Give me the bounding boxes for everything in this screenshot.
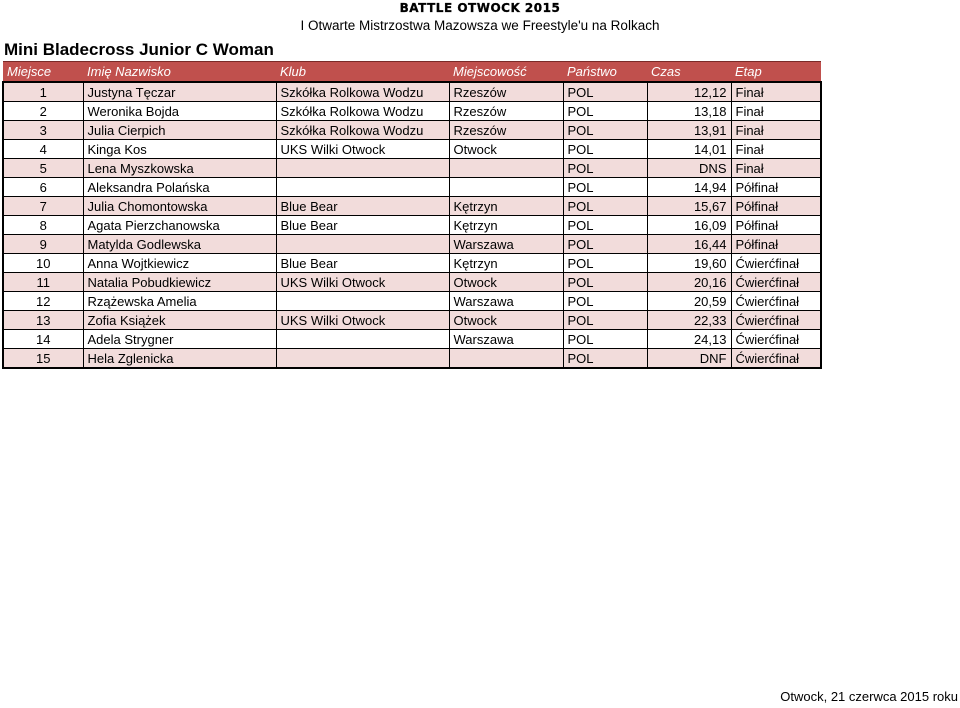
cell-place: 8	[3, 216, 83, 235]
cell-stage: Ćwierćfinał	[731, 349, 821, 369]
column-header-time: Czas	[647, 62, 731, 83]
cell-place: 12	[3, 292, 83, 311]
cell-country: POL	[563, 121, 647, 140]
cell-city	[449, 349, 563, 369]
cell-country: POL	[563, 82, 647, 102]
cell-place: 3	[3, 121, 83, 140]
cell-club: Szkółka Rolkowa Wodzu	[276, 82, 449, 102]
cell-club	[276, 235, 449, 254]
cell-stage: Ćwierćfinał	[731, 273, 821, 292]
cell-city: Otwock	[449, 140, 563, 159]
cell-country: POL	[563, 235, 647, 254]
cell-name: Justyna Tęczar	[83, 82, 276, 102]
cell-time: 20,16	[647, 273, 731, 292]
cell-club: Blue Bear	[276, 254, 449, 273]
category-title: Mini Bladecross Junior C Woman	[4, 40, 274, 59]
cell-name: Agata Pierzchanowska	[83, 216, 276, 235]
table-row	[3, 216, 821, 235]
table-row	[3, 292, 821, 311]
cell-city: Rzeszów	[449, 121, 563, 140]
event-title	[0, 1, 960, 15]
cell-place: 13	[3, 311, 83, 330]
cell-city	[449, 178, 563, 197]
table-row	[3, 311, 821, 330]
cell-stage: Ćwierćfinał	[731, 292, 821, 311]
cell-name: Hela Zglenicka	[83, 349, 276, 369]
cell-country: POL	[563, 311, 647, 330]
cell-time: 24,13	[647, 330, 731, 349]
cell-time: DNF	[647, 349, 731, 369]
table-row	[3, 235, 821, 254]
cell-country: POL	[563, 349, 647, 369]
results-table-body	[3, 82, 821, 368]
column-header-place: Miejsce	[3, 62, 83, 83]
cell-club: Szkółka Rolkowa Wodzu	[276, 102, 449, 121]
cell-club	[276, 330, 449, 349]
cell-time: 13,18	[647, 102, 731, 121]
cell-stage: Półfinał	[731, 197, 821, 216]
cell-stage: Półfinał	[731, 235, 821, 254]
column-header-city: Miejscowość	[449, 62, 563, 83]
cell-stage: Półfinał	[731, 216, 821, 235]
cell-time: 12,12	[647, 82, 731, 102]
cell-stage: Finał	[731, 140, 821, 159]
cell-stage: Finał	[731, 159, 821, 178]
cell-country: POL	[563, 330, 647, 349]
cell-city: Kętrzyn	[449, 197, 563, 216]
cell-name: Matylda Godlewska	[83, 235, 276, 254]
cell-place: 4	[3, 140, 83, 159]
cell-name: Lena Myszkowska	[83, 159, 276, 178]
cell-city: Rzeszów	[449, 82, 563, 102]
cell-time: 19,60	[647, 254, 731, 273]
cell-place: 15	[3, 349, 83, 369]
column-header-club: Klub	[276, 62, 449, 83]
cell-city	[449, 159, 563, 178]
cell-time: DNS	[647, 159, 731, 178]
cell-place: 10	[3, 254, 83, 273]
cell-time: 13,91	[647, 121, 731, 140]
cell-country: POL	[563, 216, 647, 235]
column-header-country: Państwo	[563, 62, 647, 83]
table-row	[3, 178, 821, 197]
cell-time: 22,33	[647, 311, 731, 330]
cell-stage: Finał	[731, 121, 821, 140]
cell-country: POL	[563, 102, 647, 121]
cell-time: 14,94	[647, 178, 731, 197]
cell-country: POL	[563, 254, 647, 273]
cell-city: Otwock	[449, 311, 563, 330]
cell-club	[276, 159, 449, 178]
results-table	[2, 61, 822, 369]
cell-city: Otwock	[449, 273, 563, 292]
cell-city: Warszawa	[449, 330, 563, 349]
cell-club: UKS Wilki Otwock	[276, 273, 449, 292]
cell-city: Kętrzyn	[449, 216, 563, 235]
cell-club: Szkółka Rolkowa Wodzu	[276, 121, 449, 140]
cell-name: Julia Chomontowska	[83, 197, 276, 216]
cell-country: POL	[563, 273, 647, 292]
cell-club: UKS Wilki Otwock	[276, 140, 449, 159]
cell-name: Weronika Bojda	[83, 102, 276, 121]
footer-place-date: Otwock, 21 czerwca 2015 roku	[780, 689, 958, 704]
cell-name: Natalia Pobudkiewicz	[83, 273, 276, 292]
cell-country: POL	[563, 178, 647, 197]
table-row	[3, 102, 821, 121]
cell-place: 1	[3, 82, 83, 102]
column-header-name: Imię Nazwisko	[83, 62, 276, 83]
cell-city: Kętrzyn	[449, 254, 563, 273]
cell-club: Blue Bear	[276, 216, 449, 235]
cell-country: POL	[563, 292, 647, 311]
cell-stage: Ćwierćfinał	[731, 254, 821, 273]
table-row	[3, 197, 821, 216]
cell-city: Warszawa	[449, 235, 563, 254]
cell-country: POL	[563, 140, 647, 159]
cell-name: Julia Cierpich	[83, 121, 276, 140]
table-header-row	[3, 62, 821, 83]
cell-name: Aleksandra Polańska	[83, 178, 276, 197]
cell-club: Blue Bear	[276, 197, 449, 216]
cell-name: Anna Wojtkiewicz	[83, 254, 276, 273]
cell-city: Warszawa	[449, 292, 563, 311]
cell-place: 5	[3, 159, 83, 178]
cell-time: 15,67	[647, 197, 731, 216]
table-row	[3, 140, 821, 159]
table-row	[3, 349, 821, 369]
cell-stage: Finał	[731, 102, 821, 121]
cell-place: 11	[3, 273, 83, 292]
table-row	[3, 273, 821, 292]
table-row	[3, 330, 821, 349]
table-row	[3, 121, 821, 140]
cell-place: 2	[3, 102, 83, 121]
table-row	[3, 254, 821, 273]
cell-name: Adela Strygner	[83, 330, 276, 349]
column-header-stage: Etap	[731, 62, 821, 83]
cell-club	[276, 292, 449, 311]
table-row	[3, 159, 821, 178]
cell-city: Rzeszów	[449, 102, 563, 121]
cell-stage: Finał	[731, 82, 821, 102]
cell-stage: Ćwierćfinał	[731, 330, 821, 349]
cell-time: 16,44	[647, 235, 731, 254]
cell-time: 20,59	[647, 292, 731, 311]
cell-stage: Ćwierćfinał	[731, 311, 821, 330]
cell-place: 9	[3, 235, 83, 254]
cell-name: Kinga Kos	[83, 140, 276, 159]
cell-club	[276, 178, 449, 197]
cell-country: POL	[563, 159, 647, 178]
cell-time: 14,01	[647, 140, 731, 159]
cell-time: 16,09	[647, 216, 731, 235]
cell-stage: Półfinał	[731, 178, 821, 197]
cell-country: POL	[563, 197, 647, 216]
cell-place: 6	[3, 178, 83, 197]
cell-place: 7	[3, 197, 83, 216]
cell-club	[276, 349, 449, 369]
event-subtitle: I Otwarte Mistrzostwa Mazowsza we Freestyle'u na Rolkach	[300, 18, 660, 33]
cell-name: Zofia Książek	[83, 311, 276, 330]
cell-club: UKS Wilki Otwock	[276, 311, 449, 330]
table-row	[3, 82, 821, 102]
cell-name: Rzążewska Amelia	[83, 292, 276, 311]
event-title-text: BATTLE OTWOCK 2015	[399, 1, 561, 15]
cell-place: 14	[3, 330, 83, 349]
